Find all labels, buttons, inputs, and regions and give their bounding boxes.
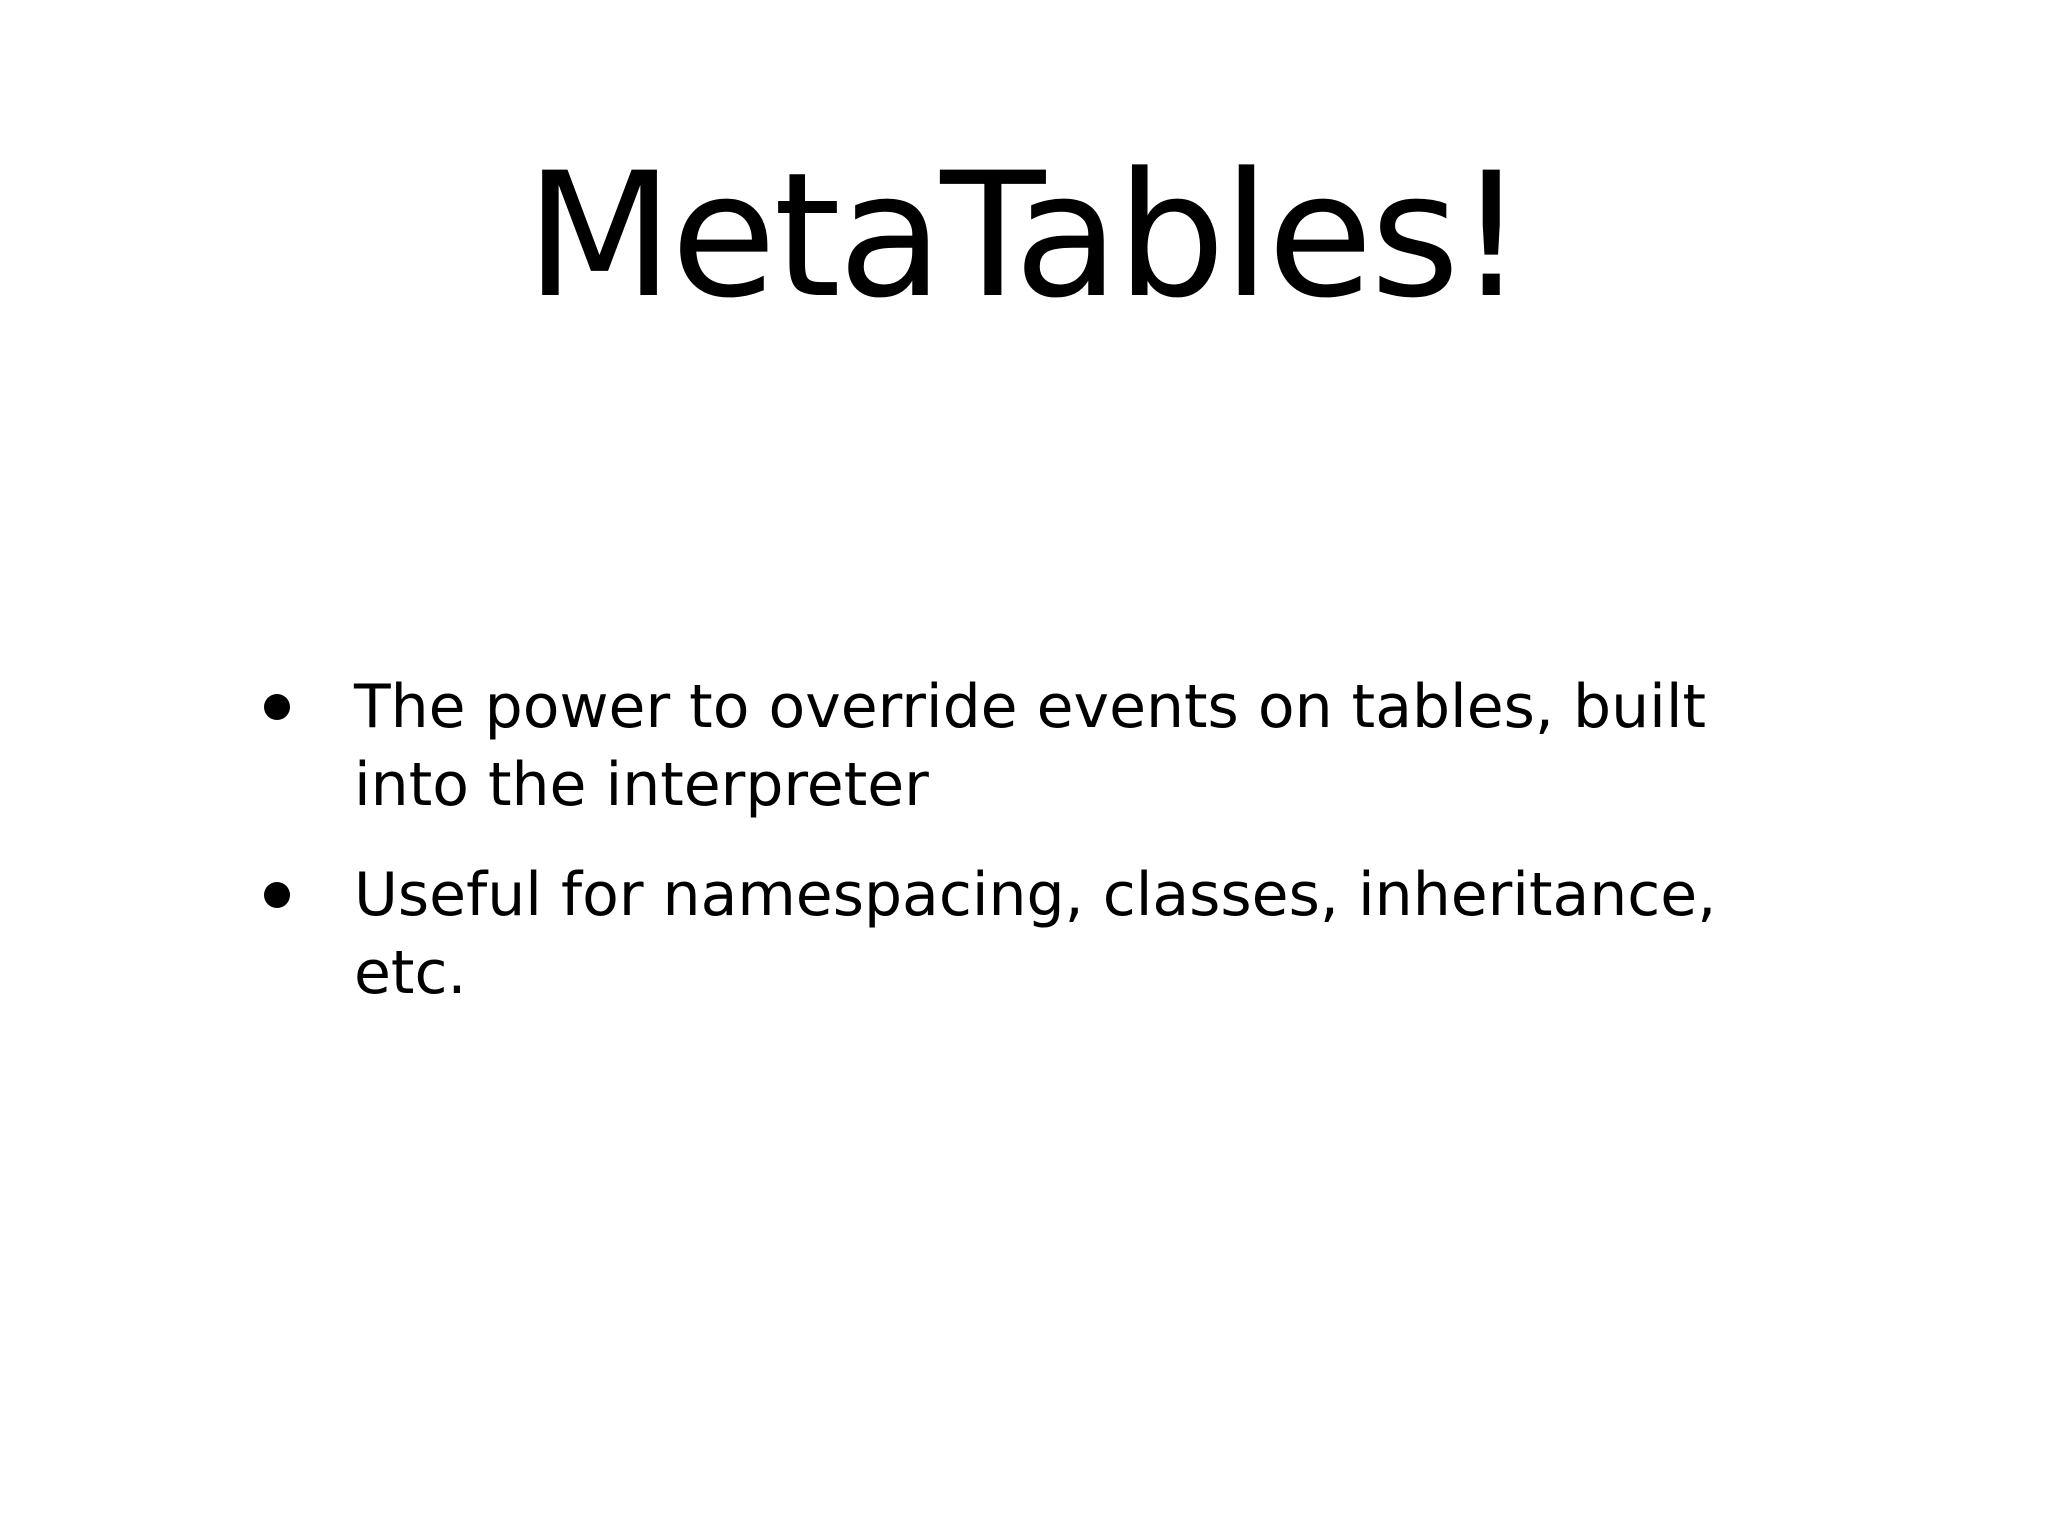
bullet-dot-icon (264, 882, 290, 908)
slide-title: MetaTables! (525, 135, 1523, 336)
bullet-text: Useful for namespacing, classes, inheritance, etc. (354, 860, 1717, 1008)
bullet-text: The power to override events on tables, built into the interpreter (354, 672, 1707, 820)
bullet-dot-icon (264, 694, 290, 720)
bullet-item (258, 856, 1818, 1012)
bullet-list (258, 668, 1818, 1044)
bullet-item (258, 668, 1818, 824)
